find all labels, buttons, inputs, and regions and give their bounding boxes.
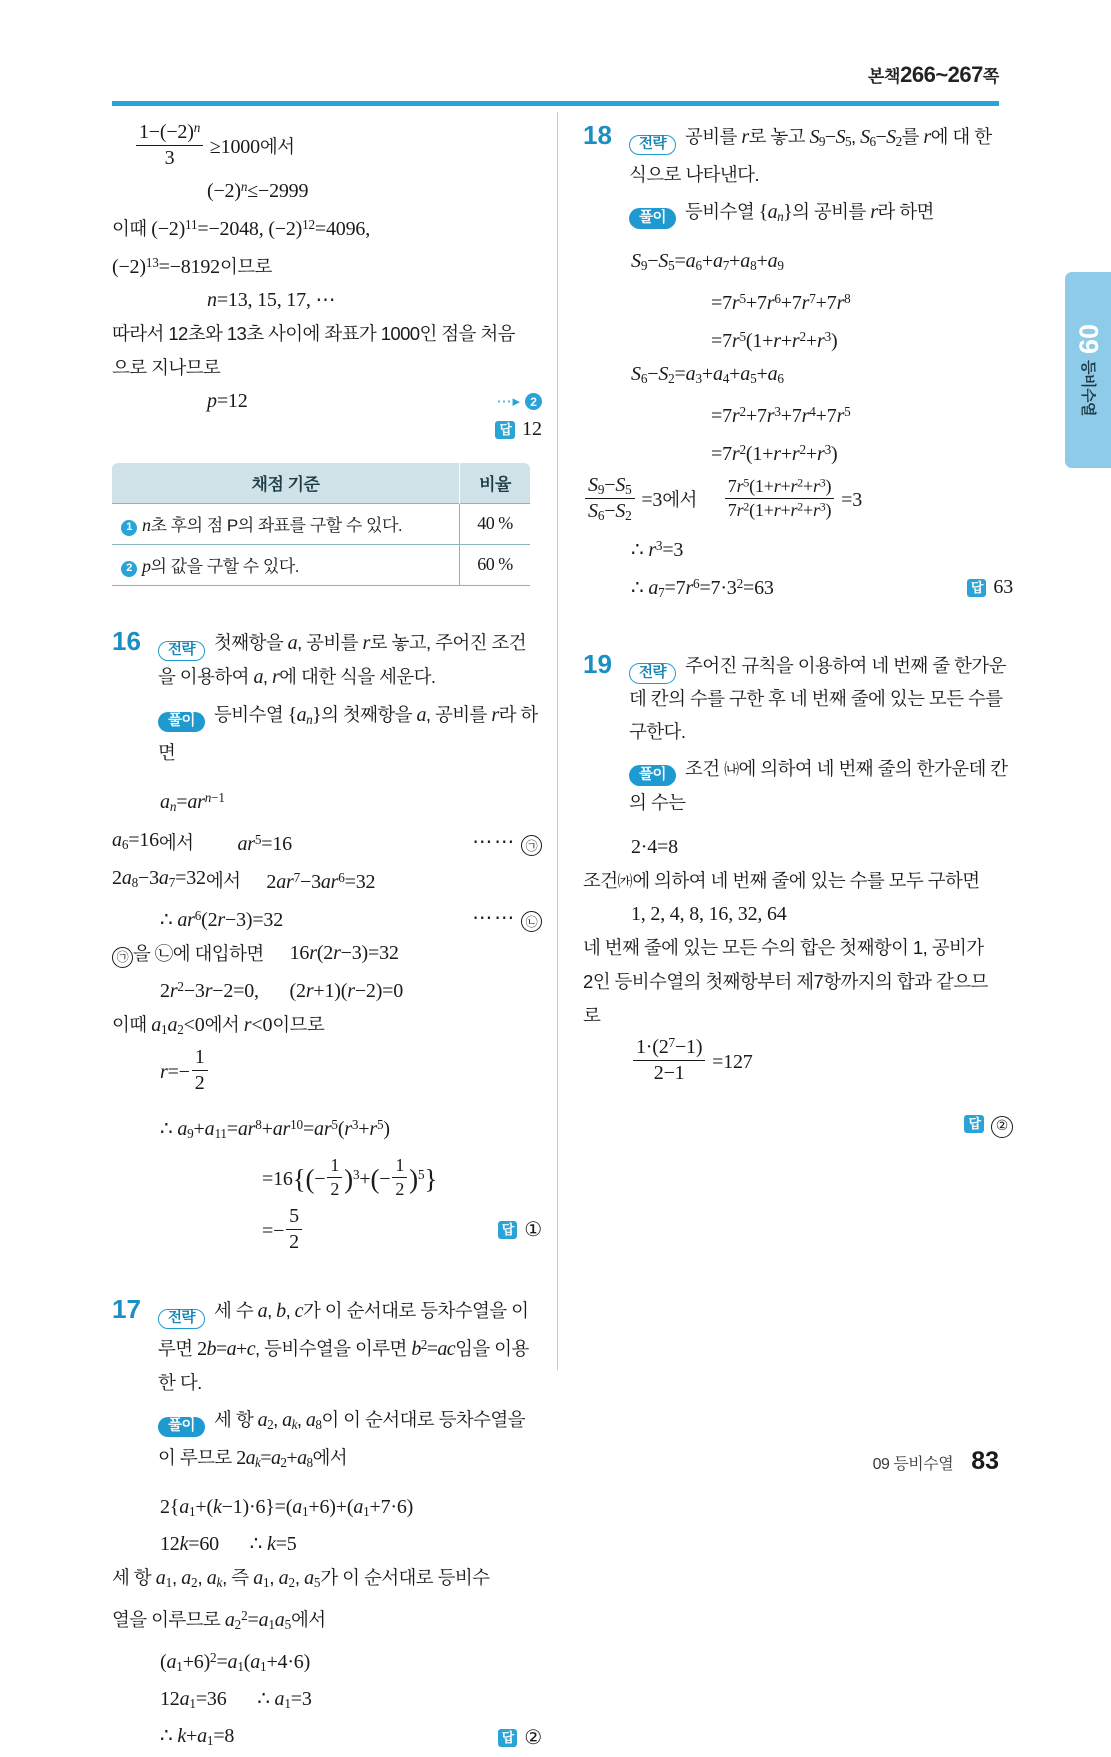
text-fragment: 공비를 [685,126,737,147]
answer-value [991,1110,1013,1138]
equation-line: $12a_1=36$ ∴ $a_1=3$ [160,1687,312,1711]
left-column [112,120,542,1757]
column-divider [557,112,558,1370]
equation-line: $2a_8-3a_7=32$ 에서 $2ar^7-3ar^6=32$ [112,861,542,899]
text-line: 이때 $a_1a_2<0$에서 r<0이므로 [112,1014,325,1038]
answer-row [498,1722,542,1755]
equation-line: $(a_1+6)^2=a_1(a_1+4\cdot 6)$ [160,1649,311,1674]
problem-18 [583,120,1013,609]
answer-choice-circle: ② [991,1116,1013,1138]
text-fragment: , [294,1566,300,1588]
text-fragment: 을 이용하여 [158,666,249,688]
text-fragment: 으로 지나므로 [112,357,221,379]
criterion-variable: p [142,556,151,577]
text-fragment: , [850,126,856,147]
strategy-badge: 전략 [629,135,676,156]
text-line [583,864,1013,898]
strategy-badge: 전략 [158,1309,205,1330]
equation-line: ∴ $a_9+a_{11}=ar^8+ar^{10}=ar^5(r^3+r^5)$ [160,1117,390,1142]
table-cell-rate: 60 % [460,545,531,586]
text-fragment: 의 첫째항을 [321,704,412,726]
text-fragment: 데 칸의 수를 구한 후 네 번째 줄에 있는 모든 수를 구한다. [629,687,1003,742]
table-header-row [112,463,530,504]
dotted-arrow-icon: ⋯▸ [496,393,521,411]
criterion-variable: n [142,515,151,536]
problem-17-solution-text: 풀이 세 항 $a_2$, $a_k$, $a_8$이 이 순서대로 등차수열을 이 루므로 $2a_k=a_2+a_8$에서 [158,1409,525,1471]
criterion-marker: 2 [121,561,137,577]
equation-line: 12k=60 ∴ k=5 [160,1532,297,1555]
equation-line: $2\{a_1+(k-1)\cdot 6\}=(a_1+6)+(a_1+7\cdot 6)$ [160,1496,414,1519]
text-fragment: 임을 이용한 [158,1338,529,1394]
text-fragment: , [296,1409,302,1431]
text-fragment: 로 [583,1004,601,1026]
sequence-values: 1, 2, 4, 8, 16, 32, 64 [631,902,787,925]
answer-badge: 답 [495,421,515,439]
header-ref-range: 266~267 [900,62,983,87]
equation-line: ∴ $r^3=3$ [631,537,684,561]
problem-18-strategy [583,120,1013,191]
side-tab-number: 09 [1073,323,1104,355]
text-line [583,931,1013,965]
text-fragment: , [197,1566,202,1588]
table-row [112,545,530,586]
text-fragment: 이므로 [272,1014,325,1036]
answer-row [112,418,542,441]
solution-badge: 풀이 [158,712,205,733]
text-fragment: 이 이 순서대로 등차수열을 이 [158,1409,525,1469]
text-fragment: , 공비를 [297,632,358,654]
text-fragment: 에서 [312,1447,348,1469]
text-fragment: 를 [901,126,919,147]
solution-badge: 풀이 [629,208,676,229]
text-fragment: 2인 등비수열의 첫째항부터 제7항까지의 합과 같으므 [583,970,988,992]
page-footer [873,1447,999,1476]
scoring-criteria-table [112,463,530,586]
text-fragment: 네 번째 줄에 있는 모든 수의 합은 첫째항이 1, 공비가 [583,936,984,958]
strategy-badge: 전략 [629,663,676,684]
text-fragment: 주어진 규칙을 이용하여 네 번째 줄 한가운 [685,654,1006,676]
text-fragment: 다. [179,1372,202,1394]
problem-19-solution [583,752,1013,819]
equation-line: $a_n=ar^{n-1}$ [160,790,225,815]
equation-line: =− $\frac{5}{2}$ 답 ① [262,1205,542,1254]
text-fragment: 에서 [204,1014,240,1036]
problem-17 [112,1294,542,1756]
problem-19-strategy-text [629,649,1013,748]
answer-value: 12 [522,418,542,441]
solution-badge: 풀이 [158,1417,205,1438]
text-fragment: , [262,666,268,688]
text-line [112,317,542,351]
answer-badge: 답 [967,579,987,597]
problem-19-strategy [583,649,1013,748]
problem-18-solution [583,195,1013,233]
text-fragment: 에 대 [930,126,970,147]
right-column [583,120,1013,1138]
equation-line: $=7r^5(1+r+r^2+r^3)$ [711,328,838,352]
text-fragment: 에서 [158,831,194,853]
table-cell-rate: 40 % [460,504,531,545]
problem-18-solution-text: 풀이 등비수열 $\{a_n\}$의 공비를 r라 하면 [629,195,1013,233]
solution-badge: 풀이 [629,765,676,786]
equation-line: ㉠ 을 ㉡에 대입하면 16r(2r−3)=32 [112,937,542,970]
problem-18-strategy-text: 전략 공비를 r로 놓고 $S_9-S_5$, $S_6-S_2$를 r에 대 한 식으로 나타낸다. [629,126,992,185]
criterion-text: 초 후의 점 P의 좌표를 구할 수 있다. [150,516,403,536]
text-fragment: 가 이 순서대로 등비수 [320,1566,490,1588]
text-fragment: 등비수열 [685,200,755,222]
problem-19-number: 19 [583,648,612,679]
text-fragment: 이므로 [219,256,272,278]
equation-line: n=13, 15, 17, ⋯ [207,289,336,312]
problem-18-number: 18 [583,120,612,150]
equation-line: 이때 $(-2)^{11}=-2048$, $(-2)^{12}=4096$, [112,217,371,241]
equation-line: $\frac{1\cdot(2^7-1)}{2-1}$ =127 [583,1033,1013,1092]
equation-line: $=7r^2(1+r+r^2+r^3)$ [711,441,838,465]
continued-solution-block [112,120,542,441]
equation-line [583,898,1013,931]
text-fragment: 에 대한 식을 세운다. [279,666,436,688]
problem-16-number: 16 [112,626,141,657]
text-fragment: 등비수열 [214,704,284,726]
text-line [583,965,1013,999]
text-fragment: 의 공비를 [792,200,866,222]
center-cell-equation: 2·4=8 [631,835,678,858]
text-fragment: 가 이 순서대로 등차수열을 이 [302,1300,529,1322]
text-fragment: 에서 [259,136,295,158]
text-fragment: 로 놓고 [748,126,805,147]
text-line: 열을 이루므로 $a_2^2=a_1a_5$에서 [112,1607,326,1632]
footer-page-number: 83 [971,1447,999,1475]
answer-badge: 답 [498,1221,518,1239]
criterion-marker: 1 [121,520,137,536]
equation-line: $a_6=16$ 에서 $ar^5=16$ ⋯⋯ ㉠ [112,823,542,861]
text-line: 세 항 $a_1$, $a_2$, $a_k$, 즉 $a_1$, $a_2$, $a_5$가 이 순서대로 등비수 [112,1566,490,1590]
text-fragment: , [273,1409,278,1431]
answer-row [583,1110,1013,1138]
text-fragment: 루므로 [179,1447,232,1469]
footer-chapter: 09 등비수열 [872,1456,954,1473]
problem-17-strategy [112,1294,542,1399]
text-fragment: 에 의하여 네 번째 줄의 한가운데 칸의 [629,757,1008,813]
criterion-text: 의 값을 구할 수 있다. [150,557,299,577]
text-fragment: 로 놓고, 주어진 조건 [369,632,527,654]
text-fragment: 라 하면 [877,200,934,222]
condition-label-a: ㈎ [617,872,633,890]
answer-row [498,1207,542,1253]
text-fragment: 첫째항을 [214,632,284,654]
text-fragment: , [269,1566,274,1588]
problem-16-strategy-text: 전략 첫째항을 a, 공비를 r로 놓고, 주어진 조건을 이용하여 a, r에 대한 식을 세운다. [158,632,527,689]
equation-line: $=7r^5+7r^6+7r^7+7r^8$ [711,290,851,314]
text-fragment: 라 하면 [158,704,538,764]
table-header-criterion: 채점 기준 [112,463,460,504]
text-fragment: 한 식으로 나타낸다. [629,126,992,185]
text-fragment: 이때 [112,1014,147,1036]
equation-line: ∴ $k+a_1=8$ 답 ② [112,1720,542,1757]
answer-badge: 답 [964,1115,984,1133]
text-fragment: , [172,1566,177,1588]
table-cell-criterion [112,545,460,586]
text-fragment: , [267,1300,272,1322]
chapter-side-tab [1065,272,1111,468]
table-cell-criterion [112,504,460,545]
text-fragment: 에서 [205,869,241,891]
text-fragment: 조건 [685,757,720,779]
strategy-badge: 전략 [158,641,205,662]
problem-17-solution [112,1403,542,1479]
header-ref-prefix: 본책 [867,67,901,86]
problem-16 [112,626,542,1254]
header-ref-suffix: 쪽 [982,67,999,86]
text-fragment: 루면 [158,1338,193,1360]
equation-ref-1: ㉠ [521,835,542,856]
table-row [112,504,530,545]
text-fragment: 열을 이루므로 [112,1608,221,1630]
text-fragment: , 즉 [222,1566,249,1588]
text-fragment: 수는 [650,791,686,813]
equation-line: $\frac{1-(-2)^n}{3}$ ≥1000에서 [112,120,542,170]
equation-line: $=7r^2+7r^3+7r^4+7r^5$ [711,403,851,427]
text-line [112,351,542,385]
step-marker [496,385,542,418]
step-number-badge: 2 [525,393,542,410]
equation-line: $(-2)^n\le-2999$ [207,179,309,203]
header-rule [112,101,999,106]
equation-line: ∴ $ar^6(2r-3)=32$ ⋯⋯ ㉡ [112,899,542,937]
equation-line: p=12 ⋯▸ 2 [112,385,542,418]
text-fragment: 에 의하여 네 번째 줄에 있는 수를 모두 구하면 [632,869,980,891]
answer-value: ② [524,1726,542,1749]
problem-19-solution-text [629,752,1013,819]
text-fragment: 이때 [112,218,147,240]
side-tab-label: 등비수열 [1079,360,1097,417]
equation-line: $S_6-S_2=a_3+a_4+a_5+a_6$ [631,362,784,386]
equation-line: $(-2)^{13}=-8192$이므로 [112,255,272,279]
equation-ref-2: ㉡ [521,911,542,932]
problem-16-strategy [112,626,542,694]
text-fragment: 에서 [291,1608,326,1630]
equation-line: =16{(− $\frac{1}{2}$ )$^3$+(− $\frac{1}{2}$ )$^5$} [262,1155,438,1200]
sum-result: 127 [723,1050,753,1073]
text-fragment: , 공비를 [425,704,487,726]
answer-row [967,571,1013,604]
text-fragment: , [285,1300,291,1322]
problem-16-solution-text: 풀이 등비수열 $\{a_n\}$의 첫째항을 a, 공비를 r라 하면 [158,704,538,764]
problem-16-solution [112,698,542,769]
condition-label-b: ㈏ [724,760,739,778]
equation-line: $2r^2-3r-2=0$, (2r+1)(r−2)=0 [160,979,404,1003]
text-fragment: 세 항 [112,1566,152,1588]
table-header-rate: 비율 [460,463,531,504]
equation-ref-1: ㉠ [112,947,133,968]
equation-line: ∴ $a_7=7r^6=7\cdot 3^2=63$ 답 63 [583,567,1013,609]
text-line [583,999,1013,1033]
equation-line: r=− $\frac{1}{2}$ [112,1046,542,1096]
equation-line: $\frac{S_9-S_5}{S_6-S_2}$ =3 에서 $\frac{7r^5(1+r+r^2+r^3)}{7r^2(1+r+r^2+r^3)}$ =3 [583,471,1013,529]
text-fragment: 세 수 [214,1300,254,1322]
text-fragment: , 등비수열을 이루면 [254,1338,407,1360]
equation-line [583,831,1013,864]
text-fragment: 세 항 [214,1409,254,1431]
text-fragment: 에서 [662,488,697,510]
text-fragment: 따라서 12초와 13초 사이에 좌표가 1000인 점을 처음 [112,323,515,345]
text-fragment: 조건 [583,869,618,891]
header-book-reference [868,62,999,88]
equation-line: $S_9-S_5=a_6+a_7+a_8+a_9$ [631,249,784,273]
problem-17-strategy-text: 전략 세 수 a, b, c가 이 순서대로 등차수열을 이 루면 2b=a+c, 등비수열을 이루면 $b^2=ac$임을 이용한 다. [158,1300,529,1394]
problem-19 [583,649,1013,1138]
problem-17-number: 17 [112,1294,141,1325]
answer-badge: 답 [498,1729,518,1747]
answer-value: 63 [993,576,1013,599]
text-fragment: 을 ㉡에 대입하면 [133,943,264,965]
answer-value: ① [524,1218,542,1241]
